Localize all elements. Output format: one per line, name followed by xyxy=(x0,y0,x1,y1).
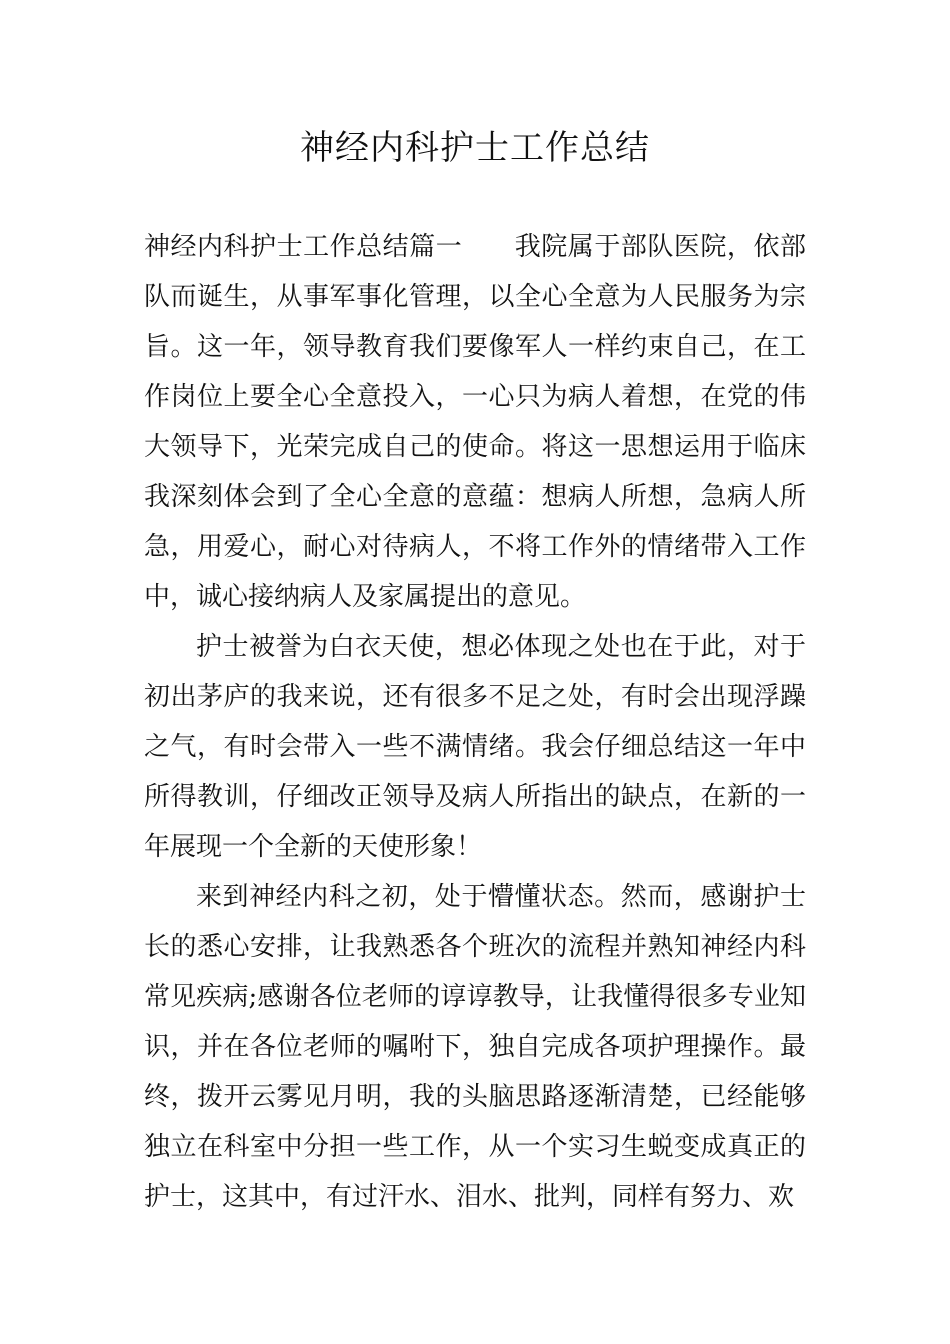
paragraph-3: 来到神经内科之初，处于懵懂状态。然而，感谢护士长的悉心安排，让我熟悉各个班次的流程并熟知神经内科常见疾病;感谢各位老师的谆谆教导，让我懂得很多专业知识，并在各位老师的嘱咐下，独自完成各项护理操作。最终，拨开云雾见月明，我的头脑思路逐渐清楚，已经能够独立在科室中分担一些工作，从一个实习生蜕变成真正的护士，这其中，有过汗水、泪水、批判，同样有努力、欢 xyxy=(144,882,806,1212)
paragraph-1 xyxy=(144,222,806,622)
document-body xyxy=(144,222,806,1222)
section-heading: 神经内科护士工作总结篇一 xyxy=(144,232,463,262)
document-title: 神经内科护士工作总结 xyxy=(300,128,650,168)
paragraph-1-text: 我院属于部队医院，依部队而诞生，从事军事化管理，以全心全意为人民服务为宗旨。这一年，领导教育我们要像军人一样约束自己，在工作岗位上要全心全意投入，一心只为病人着想，在党的伟大领导下，光荣完成自己的使命。将这一思想运用于临床我深刻体会到了全心全意的意蕴：想病人所想，急病人所急，用爱心，耐心对待病人，不将工作外的情绪带入工作中，诚心接纳病人及家属提出的意见。 xyxy=(144,232,806,612)
paragraph-2: 护士被誉为白衣天使，想必体现之处也在于此，对于初出茅庐的我来说，还有很多不足之处，有时会出现浮躁之气，有时会带入一些不满情绪。我会仔细总结这一年中所得教训，仔细改正领导及病人所指出的缺点，在新的一年展现一个全新的天使形象！ xyxy=(144,632,806,862)
